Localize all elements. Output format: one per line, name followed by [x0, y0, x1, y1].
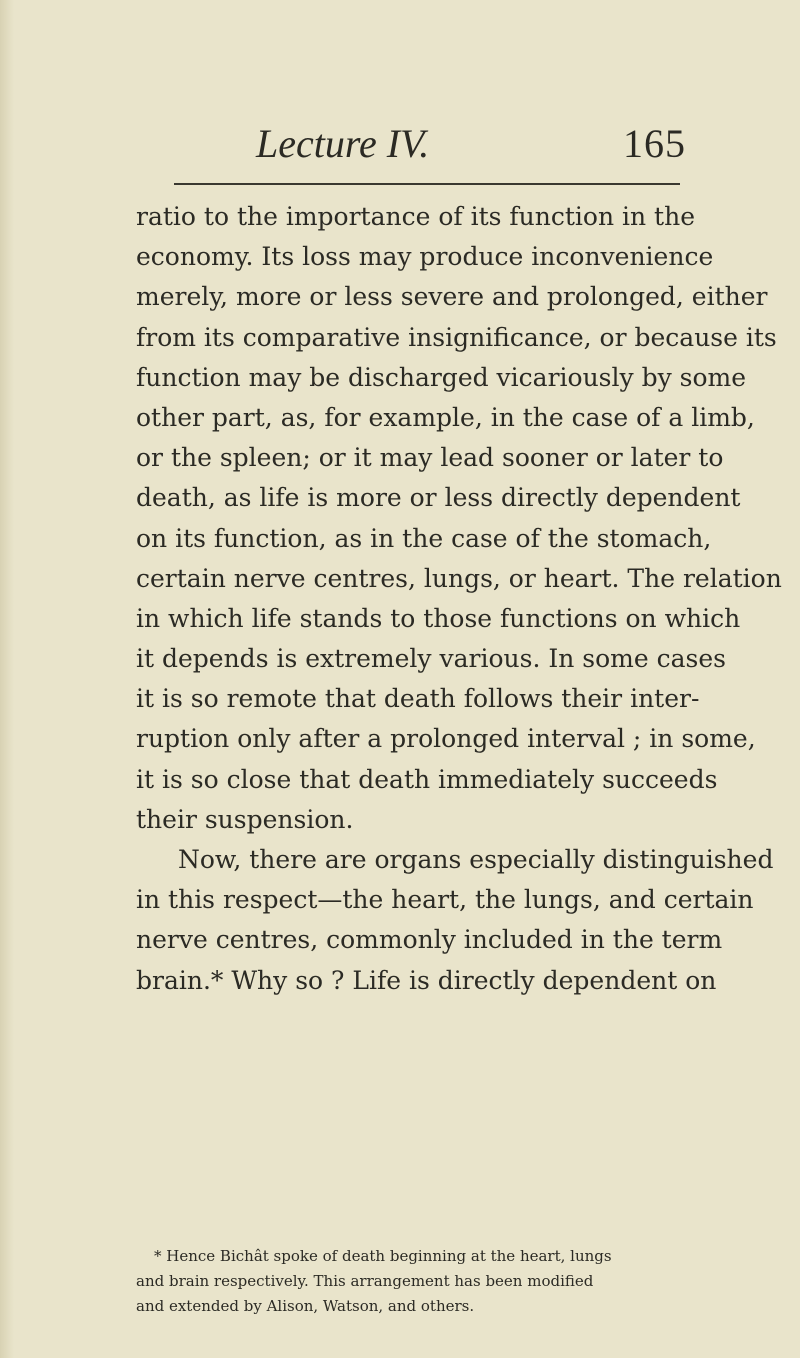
- chapter-title: Lecture IV.: [256, 121, 430, 166]
- footnote-line: * Hence Bichât spoke of death beginning at the heart, lungs: [154, 1247, 612, 1265]
- page-number: 165: [623, 121, 686, 166]
- header-rule: [174, 183, 680, 185]
- text-line: it depends is extremely various. In some cases: [136, 644, 726, 674]
- text-line: brain.* Why so ? Life is directly dependent on: [136, 965, 717, 995]
- text-line: on its function, as in the case of the stomach,: [136, 523, 712, 553]
- text-line: ruption only after a prolonged interval ; in some,: [136, 724, 756, 754]
- footnote-line: and extended by Alison, Watson, and others.: [136, 1297, 475, 1315]
- text-line: function may be discharged vicariously by some: [136, 362, 747, 392]
- text-line: it is so close that death immediately succeeds: [136, 764, 718, 794]
- text-line: other part, as, for example, in the case of a limb,: [136, 402, 755, 432]
- running-header: [256, 120, 686, 170]
- text-line: Now, there are organs especially distinguished: [178, 845, 774, 874]
- text-line: their suspension.: [136, 804, 354, 834]
- text-line: nerve centres, commonly included in the term: [136, 925, 723, 955]
- body-paragraphs: [136, 197, 782, 1001]
- footnote-line: and brain respectively. This arrangement has been modified: [136, 1272, 594, 1290]
- page-edge-shadow: [0, 0, 14, 1358]
- text-line: from its comparative insignificance, or because its: [136, 322, 777, 352]
- text-line: death, as life is more or less directly dependent: [136, 483, 741, 513]
- text-line: or the spleen; or it may lead sooner or later to: [136, 443, 724, 473]
- text-line: it is so remote that death follows their inter-: [136, 684, 700, 714]
- text-line: in this respect—the heart, the lungs, and certain: [136, 885, 754, 915]
- text-line: certain nerve centres, lungs, or heart. The relation: [136, 563, 782, 593]
- text-line: in which life stands to those functions on which: [136, 603, 741, 633]
- text-line: ratio to the importance of its function in the: [136, 202, 695, 231]
- text-line: merely, more or less severe and prolonged, either: [136, 282, 768, 312]
- footnote: [136, 1244, 686, 1319]
- text-line: economy. Its loss may produce inconvenience: [136, 242, 714, 272]
